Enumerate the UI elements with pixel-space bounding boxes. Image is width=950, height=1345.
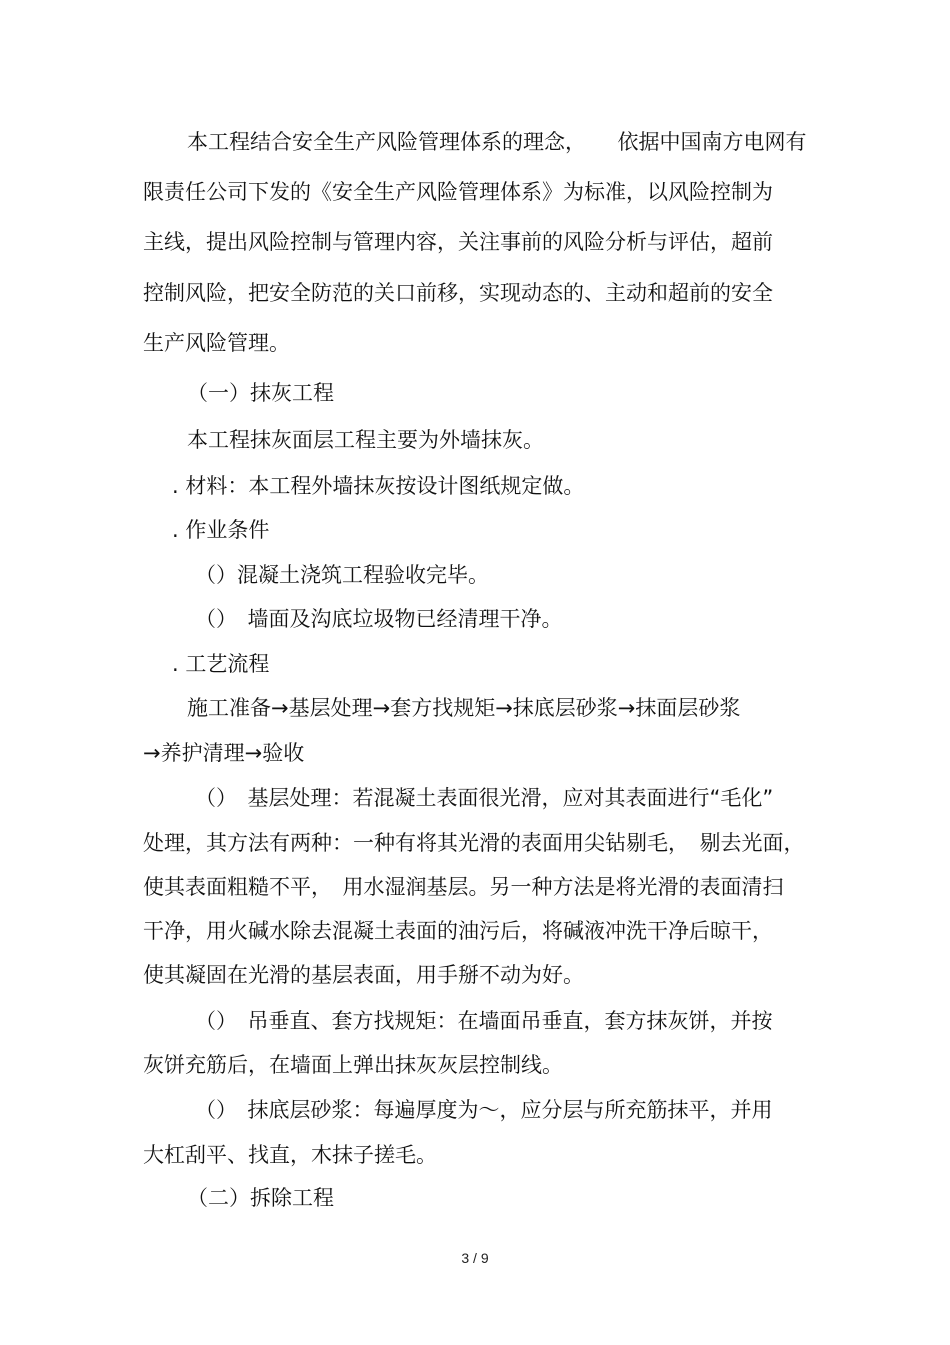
- paragraph-line: 干净，用火碱水除去混凝土表面的油污后，将碱液冲洗干净后晾干，: [143, 919, 773, 943]
- paragraph-line: 灰饼充筋后，在墙面上弹出抹灰灰层控制线。: [143, 1053, 563, 1077]
- page-number: 3 / 9: [461, 1250, 489, 1266]
- paragraph-line: 施工准备→基层处理→套方找规矩→抹底层砂浆→抹面层砂浆: [187, 696, 741, 720]
- list-item: （）混凝土浇筑工程验收完毕。: [195, 563, 489, 587]
- paragraph-line: （） 基层处理：若混凝土表面很光滑，应对其表面进行“毛化”: [195, 786, 774, 810]
- paragraph-line: 使其表面粗糙不平， 用水湿润基层。另一种方法是将光滑的表面清扫: [143, 875, 784, 899]
- paragraph-line: 使其凝固在光滑的基层表面，用手掰不动为好。: [143, 963, 584, 987]
- paragraph-line: 处理，其方法有两种：一种有将其光滑的表面用尖钻剔毛， 剔去光面，: [143, 831, 805, 855]
- paragraph-line: 控制风险，把安全防范的关口前移，实现动态的、主动和超前的安全: [143, 281, 773, 305]
- list-item: . 作业条件: [172, 518, 270, 542]
- section-heading: （一）抹灰工程: [187, 381, 334, 405]
- paragraph-line: →养护清理→验收: [143, 741, 305, 765]
- paragraph-line: 本工程抹灰面层工程主要为外墙抹灰。: [187, 428, 544, 452]
- paragraph-line: 生产风险管理。: [143, 331, 290, 355]
- paragraph-line: （） 吊垂直、套方找规矩：在墙面吊垂直，套方抹灰饼，并按: [195, 1009, 773, 1033]
- paragraph-line: 大杠刮平、找直，木抹子搓毛。: [143, 1143, 437, 1167]
- list-item: （） 墙面及沟底垃圾物已经清理干净。: [195, 607, 563, 631]
- paragraph-line: （） 抹底层砂浆：每遍厚度为～，应分层与所充筋抹平，并用: [195, 1098, 773, 1122]
- paragraph-line: 主线，提出风险控制与管理内容，关注事前的风险分析与评估，超前: [143, 230, 773, 254]
- paragraph-line: 限责任公司下发的《安全生产风险管理体系》为标准，以风险控制为: [143, 180, 773, 204]
- list-item: . 工艺流程: [172, 652, 270, 676]
- section-heading: （二）拆除工程: [187, 1186, 334, 1210]
- paragraph-line: 本工程结合安全生产风险管理体系的理念， 依据中国南方电网有: [187, 130, 807, 154]
- list-item: . 材料：本工程外墙抹灰按设计图纸规定做。: [172, 474, 585, 498]
